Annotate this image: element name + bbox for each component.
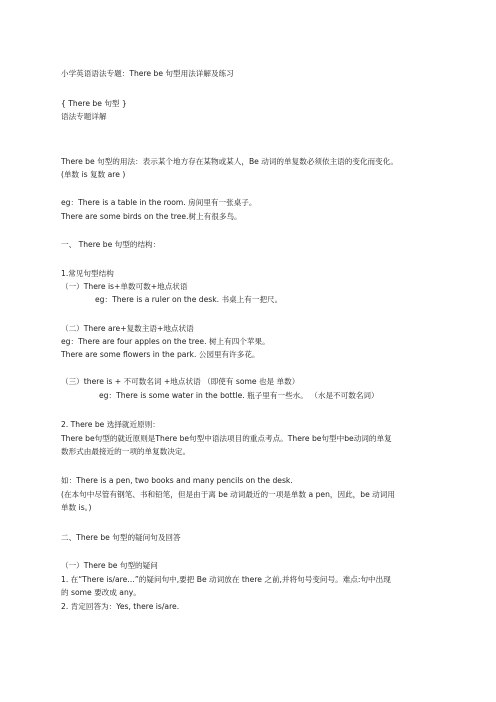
part1-heading: 一、 There be 句型的结构： — [61, 240, 161, 249]
example-line-2: There are some birds on the tree.树上有很多鸟。 — [61, 212, 242, 221]
p2-title: 2. There be 选择就近原则： — [61, 420, 160, 429]
p1-a-example: eg：There is a ruler on the desk. 书桌上有一把尺。 — [95, 295, 283, 304]
p1-title: 1.常见句型结构 — [61, 269, 114, 278]
p2-text-2: 数形式由最接近的一项的单复数决定。 — [61, 447, 191, 456]
question-1a: 1. 在“There is/are…”的疑问句中,要把 Be 动词放在 there 之前,并将句号变问号。难点:句中出现 — [61, 575, 391, 584]
question-1b: 的 some 要改成 any。 — [61, 588, 141, 597]
intro-line-1: There be 句型的用法：表示某个地方存在某物或某人，Be 动词的单复数必须依主语的变化而变化。 — [61, 157, 398, 166]
document-title: 小学英语语法专题：There be 句型用法详解及练习 — [61, 69, 234, 78]
p1-c-example: eg：There is some water in the bottle. 瓶子里有一些水。 （水是不可数名词） — [99, 391, 379, 400]
p1-b-example-2: There are some flowers in the park. 公园里有许多花。 — [61, 350, 260, 359]
p2-example-3: 单数 is。) — [61, 503, 92, 512]
p2-text-1: There be句型的就近原则是There be句型中语法项目的重点考点。There be句型中be动词的单复 — [61, 434, 392, 443]
p1-b-example-1: eg：There are four apples on the tree. 树上有四个苹果。 — [61, 337, 270, 346]
question-2: 2. 肯定回答为：Yes, there is/are. — [61, 602, 180, 611]
p1-c: （三）there is + 不可数名词 +地点状语 （即使有 some 也是 单数） — [61, 377, 300, 386]
part2-heading: 二、There be 句型的疑问句及回答 — [61, 533, 181, 542]
question-title: （一）There be 句型的疑问 — [61, 561, 158, 570]
section-heading: { There be 句型 } — [61, 99, 127, 108]
p1-a: （一）There is+单数可数+地点状语 — [61, 282, 188, 291]
intro-line-2: (单数 is 复数 are ) — [61, 170, 126, 179]
p2-example-2: (在本句中尽管有钢笔、书和铅笔，但是由于离 be 动词最近的一项是单数 a pen，因此，be 动词用 — [61, 490, 395, 499]
example-line-1: eg：There is a table in the room. 房间里有一张桌子。 — [61, 198, 257, 207]
p2-example-1: 如：There is a pen, two books and many pencils on the desk. — [61, 476, 293, 485]
subheading: 语法专题详解 — [61, 112, 107, 121]
p1-b: （二）There are+复数主语+地点状语 — [61, 324, 194, 333]
